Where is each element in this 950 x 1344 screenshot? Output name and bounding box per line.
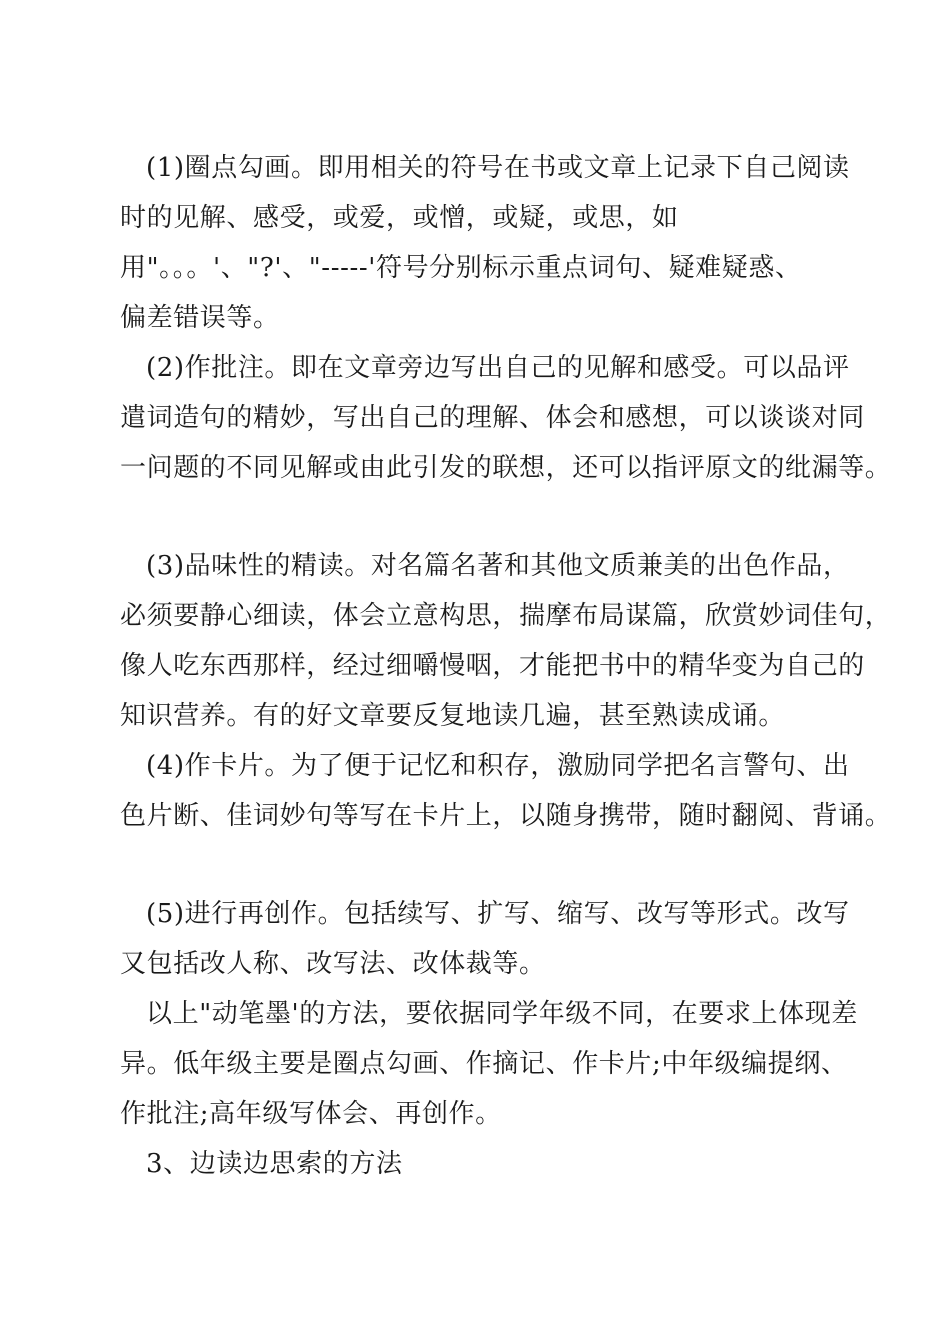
section-heading: 3、边读边思索的方法 (146, 1149, 403, 1179)
paragraph-6-line-3: 作批注;高年级写体会、再创作。 (120, 1099, 502, 1129)
paragraph-6-line-1: 以上"动笔墨'的方法，要依据同学年级不同，在要求上体现差 (146, 999, 858, 1029)
paragraph-4-line-1: (4)作卡片。为了便于记忆和积存，激励同学把名言警句、出 (146, 751, 850, 781)
paragraph-3-line-1: (3)品味性的精读。对名篇名著和其他文质兼美的出色作品， (146, 551, 850, 581)
paragraph-2-line-1: (2)作批注。即在文章旁边写出自己的见解和感受。可以品评 (146, 353, 850, 383)
paragraph-5-line-2: 又包括改人称、改写法、改体裁等。 (120, 949, 546, 979)
paragraph-2-line-3: 一问题的不同见解或由此引发的联想，还可以指评原文的纰漏等。 (120, 453, 892, 483)
paragraph-2-line-2: 遣词造句的精妙，写出自己的理解、体会和感想，可以谈谈对同 (120, 403, 865, 433)
paragraph-3-line-2: 必须要静心细读，体会立意构思，揣摩布局谋篇，欣赏妙词佳句， (120, 601, 892, 631)
paragraph-1-line-2: 时的见解、感受，或爱，或憎，或疑，或思，如 (120, 203, 679, 233)
paragraph-1-line-4: 偏差错误等。 (120, 303, 280, 333)
paragraph-6-line-2: 异。低年级主要是圈点勾画、作摘记、作卡片;中年级编提纲、 (120, 1049, 848, 1079)
paragraph-5-line-1: (5)进行再创作。包括续写、扩写、缩写、改写等形式。改写 (146, 899, 850, 929)
paragraph-3-line-3: 像人吃东西那样，经过细嚼慢咽，才能把书中的精华变为自己的 (120, 651, 865, 681)
paragraph-4-line-2: 色片断、佳词妙句等写在卡片上，以随身携带，随时翻阅、背诵。 (120, 801, 892, 831)
paragraph-1-line-1: (1)圈点勾画。即用相关的符号在书或文章上记录下自己阅读 (146, 153, 850, 183)
paragraph-3-line-4: 知识营养。有的好文章要反复地读几遍，甚至熟读成诵。 (120, 701, 786, 731)
paragraph-1-line-3: 用"。。。'、"?'、"-----'符号分别标示重点词句、疑难疑惑、 (120, 253, 802, 283)
